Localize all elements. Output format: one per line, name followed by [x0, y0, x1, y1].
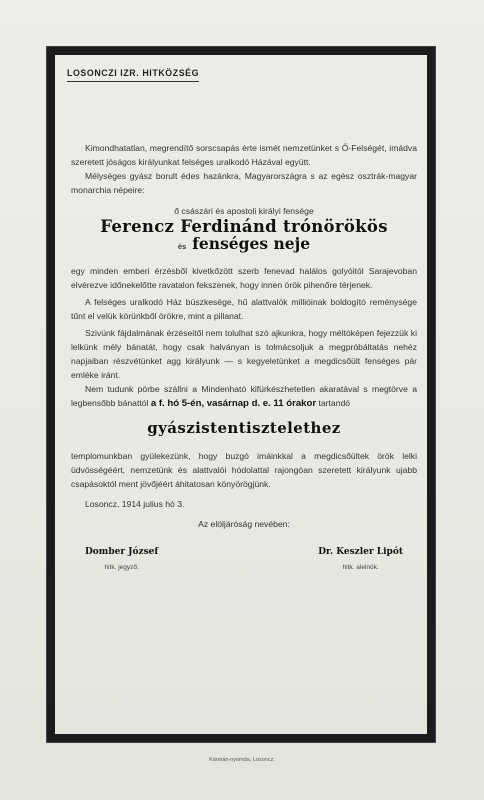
heading-consort-text: fenséges neje — [192, 234, 311, 253]
paragraph-title-prefix: ő császári és apostoli királyi fensége — [174, 206, 314, 216]
signature-vice-president — [318, 545, 403, 575]
announcement-body — [71, 141, 417, 585]
printer-imprint: Kármán-nyomda, Losoncz. — [209, 757, 275, 763]
council-line: Az elöljáróság nevében: — [198, 518, 290, 529]
paragraph-prayer: templomunkban gyülekezünk, hogy buzgó imáinkkal a megdicsőültek örök lelki üdvösségéért, nemzetünk és alattvalói hódolattal rajongóan szeretett királyunk ujabb csapásoktól ment jövőjéért áhitatosan könyörögjünk. — [71, 450, 417, 489]
service-call-text: Nem tudunk pörbe szállni a Mindenható kifürkészhetetlen akaratával s megtörve a legbensőbb bánattól — [71, 383, 417, 408]
paragraph-pride: A felséges uralkodó Ház büszkesége, hű alattvalók millióinak boldogító reménysége tűnt el velük körünkből örökre, mint a pillanat. — [71, 296, 417, 321]
paragraph-grief: Szivünk fájdalmának érzéseitől nem tolulhat szó ajkunkra, hogy méltóképen fejezzük ki lelkünk mély bánatát, hogy csak halványan is tolmácsoljuk a megpróbáltatás nehéz napjaiban részvétünket agg királyunk — s kegyeletünket a megdicsőült fenséges pár emléke iránt. — [71, 327, 417, 380]
signature-name: Domber József — [85, 546, 159, 557]
date-line: Losoncz, 1914 julius hó 3. — [85, 498, 185, 509]
heading-conjunction: és — [177, 241, 187, 251]
paragraph-service-call — [71, 382, 417, 411]
mourning-border — [47, 47, 435, 742]
heading-consort — [71, 234, 417, 254]
service-call-suffix: tartandó — [318, 397, 351, 408]
organization-header: LOSONCZI IZR. HITKÖZSÉG — [67, 68, 199, 82]
paragraph-intro: Kimondhatatlan, megrendítő sorscsapás érte ismét nemzetünket s Ő-Felségét, imádva szeretett jóságos királyunkat felséges uralkodó Házával együtt. — [71, 143, 417, 167]
signature-secretary — [85, 545, 158, 575]
service-heading: gyászistentisztelethez — [147, 418, 341, 437]
paragraph-mourning: Mélységes gyász borult édes hazánkra, Magyarországra s az egész osztrák-magyar monarchia népeire: — [71, 171, 417, 195]
signature-name: Dr. Keszler Lipót — [318, 546, 403, 557]
paragraph-assassination: egy minden emberi érzésből kivetkőzött szerb fenevad halálos golyóitól Sarajevoban elvérezve időnekelőtte ravatalon fekszenek, hogy innen örök pihenőre térjenek. — [71, 265, 417, 290]
signature-role: hitk. alelnök. — [342, 563, 379, 571]
service-time: a f. hó 5-én, vasárnap d. e. 11 órakor — [150, 397, 317, 409]
announcement-content — [55, 55, 427, 734]
heading-archduke: Ferencz Ferdinánd trónörökös — [100, 217, 388, 236]
signature-block — [71, 545, 417, 585]
signature-role: hitk. jegyző. — [104, 563, 139, 571]
